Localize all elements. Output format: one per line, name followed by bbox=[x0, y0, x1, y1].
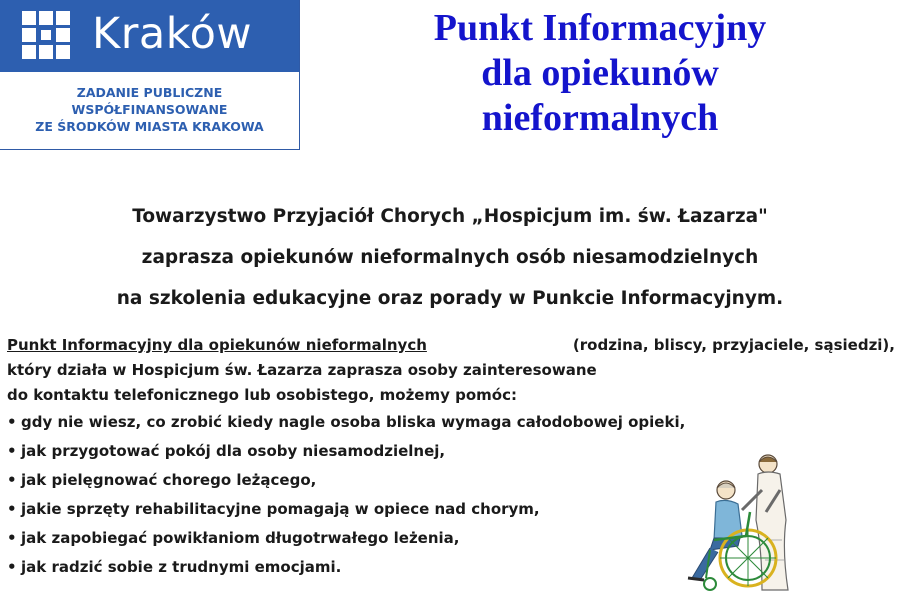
list-item-text: jak pielęgnować chorego leżącego, bbox=[21, 471, 317, 489]
krakow-logo-icon bbox=[18, 7, 74, 63]
list-item-text: jak zapobiegać powikłaniom długotrwałego leżenia, bbox=[21, 529, 460, 547]
underlined-lead: Punkt Informacyjny dla opiekunów nieformalnych bbox=[7, 336, 427, 354]
list-item-text: jak przygotować pokój dla osoby niesamodzielnej, bbox=[21, 442, 446, 460]
intro-line: na szkolenia edukacyjne oraz porady w Punkcie Informacyjnym. bbox=[116, 288, 784, 309]
krakow-wordmark: Kraków bbox=[92, 9, 253, 59]
lead-rest: (rodzina, bliscy, przyjaciele, sąsiedzi), bbox=[572, 336, 895, 354]
intro-line: Towarzystwo Przyjaciół Chorych „Hospicjum im. św. Łazarza" bbox=[132, 206, 768, 227]
logo-subtitle-line: ZADANIE PUBLICZNE bbox=[76, 85, 223, 100]
intro-line: zaprasza opiekunów nieformalnych osób niesamodzielnych bbox=[141, 247, 759, 268]
intro-text bbox=[0, 196, 900, 319]
bullet-icon: • bbox=[7, 558, 17, 576]
caregiver-with-wheelchair-illustration bbox=[670, 450, 820, 597]
title-line: nieformalnych bbox=[481, 97, 719, 139]
krakow-logo-block bbox=[0, 0, 300, 150]
body-line: do kontaktu telefonicznego lub osobistego, możemy pomóc: bbox=[7, 386, 517, 404]
krakow-logo-banner bbox=[0, 0, 299, 72]
page-title bbox=[330, 6, 870, 141]
bullet-icon: • bbox=[7, 413, 17, 431]
body-lead-line bbox=[7, 333, 895, 358]
body-line: który działa w Hospicjum św. Łazarza zaprasza osoby zainteresowane bbox=[7, 361, 597, 379]
list-item-text: jakie sprzęty rehabilitacyjne pomagają w opiece nad chorym, bbox=[21, 500, 540, 518]
logo-subtitle-line: WSPÓŁFINANSOWANE bbox=[71, 102, 228, 117]
list-item-text: jak radzić sobie z trudnymi emocjami. bbox=[21, 558, 342, 576]
list-item-text: gdy nie wiesz, co zrobić kiedy nagle osoba bliska wymaga całodobowej opieki, bbox=[21, 413, 686, 431]
bullet-icon: • bbox=[7, 442, 17, 460]
list-item bbox=[7, 408, 895, 437]
logo-subtitle-line: ZE ŚRODKÓW MIASTA KRAKOWA bbox=[35, 119, 264, 134]
bullet-icon: • bbox=[7, 529, 17, 547]
bullet-icon: • bbox=[7, 471, 17, 489]
logo-subtitle bbox=[0, 84, 299, 135]
title-line: dla opiekunów bbox=[481, 52, 719, 94]
title-line: Punkt Informacyjny bbox=[433, 7, 767, 49]
bullet-icon: • bbox=[7, 500, 17, 518]
